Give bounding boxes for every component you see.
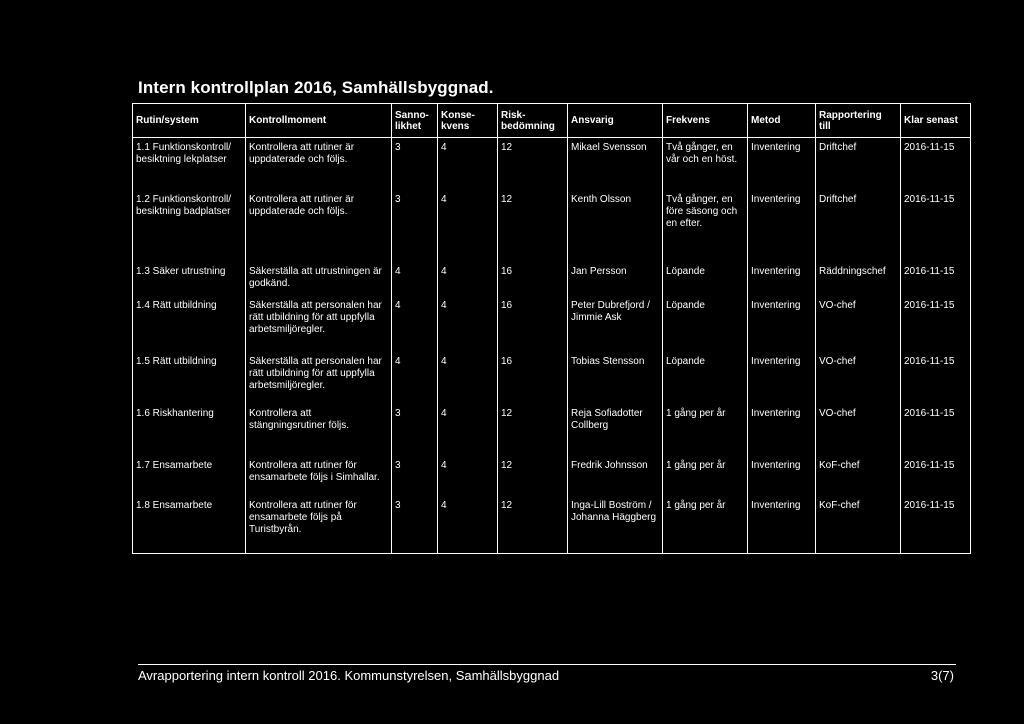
table-cell: 12 [498,496,568,554]
table-cell: 1 gång per år [663,404,748,456]
table-cell: Kontrollera att rutiner för ensamarbete följs i Simhallar. [246,456,392,496]
table-cell: 4 [438,456,498,496]
table-cell: Löpande [663,296,748,352]
table-cell: 4 [438,404,498,456]
table-cell: Inventering [748,190,816,262]
column-header: Rutin/system [133,104,246,138]
table-cell: 2016-11-15 [901,496,971,554]
table-body [133,138,971,554]
table-cell: Peter Dubrefjord / Jimmie Ask [568,296,663,352]
table-cell: Två gånger, en vår och en höst. [663,138,748,190]
table-cell: 2016-11-15 [901,456,971,496]
column-header: Frekvens [663,104,748,138]
table-cell: Inventering [748,496,816,554]
table-cell: Fredrik Johnsson [568,456,663,496]
table-cell: 2016-11-15 [901,352,971,404]
table-cell: 2016-11-15 [901,190,971,262]
table-cell: 3 [392,138,438,190]
table-cell: 2016-11-15 [901,138,971,190]
table-cell: Reja Sofiadotter Collberg [568,404,663,456]
table-cell: Löpande [663,352,748,404]
table-cell: Inventering [748,138,816,190]
table-cell: Mikael Svensson [568,138,663,190]
column-header: Konse- kvens [438,104,498,138]
table-cell: 3 [392,456,438,496]
table-cell: 4 [438,296,498,352]
table-cell: 12 [498,404,568,456]
table-cell: 1.4 Rätt utbildning [133,296,246,352]
footer-text: Avrapportering intern kontroll 2016. Kommunstyrelsen, Samhällsbyggnad [138,668,560,683]
table-cell: Två gånger, en före säsong och en efter. [663,190,748,262]
table-cell: 1.7 Ensamarbete [133,456,246,496]
table-cell: Driftchef [816,190,901,262]
table-cell: Inga-Lill Boström / Johanna Häggberg [568,496,663,554]
table-cell: Inventering [748,296,816,352]
table-cell: Säkerställa att personalen har rätt utbildning för att uppfylla arbetsmiljöregler. [246,352,392,404]
table-cell: Kontrollera att stängningsrutiner följs. [246,404,392,456]
table-row [133,456,971,496]
column-header: Sanno- likhet [392,104,438,138]
table-cell: 1.8 Ensamarbete [133,496,246,554]
table-cell: Räddningschef [816,262,901,296]
column-header: Rapportering till [816,104,901,138]
column-header: Ansvarig [568,104,663,138]
table-cell: 16 [498,262,568,296]
table-row [133,190,971,262]
column-header: Risk- bedömning [498,104,568,138]
column-header: Kontrollmoment [246,104,392,138]
table-cell: 4 [438,138,498,190]
table-cell: Säkerställa att utrustningen är godkänd. [246,262,392,296]
table-row [133,138,971,190]
table-cell: VO-chef [816,404,901,456]
page-title: Intern kontrollplan 2016, Samhällsbyggnad. [138,78,494,97]
table-cell: Säkerställa att personalen har rätt utbildning för att uppfylla arbetsmiljöregler. [246,296,392,352]
table-cell: Kenth Olsson [568,190,663,262]
table-cell: VO-chef [816,296,901,352]
table-cell: Kontrollera att rutiner är uppdaterade och följs. [246,138,392,190]
table-cell: 4 [392,296,438,352]
table-cell: 12 [498,190,568,262]
table-cell: Kontrollera att rutiner är uppdaterade och följs. [246,190,392,262]
table-cell: 2016-11-15 [901,262,971,296]
table-row [133,404,971,456]
table-cell: KoF-chef [816,456,901,496]
table-cell: Inventering [748,456,816,496]
table-cell: Inventering [748,352,816,404]
table-cell: 4 [438,190,498,262]
table-cell: 1 gång per år [663,456,748,496]
table-row [133,296,971,352]
column-header: Metod [748,104,816,138]
table-cell: 4 [392,352,438,404]
table-cell: 16 [498,352,568,404]
table-cell: 4 [438,262,498,296]
table-cell: 1.2 Funktionskontroll/ besiktning badplatser [133,190,246,262]
table-cell: 3 [392,496,438,554]
table-cell: 1.5 Rätt utbildning [133,352,246,404]
table-header-row [133,104,971,138]
control-plan-table [132,103,971,554]
table-cell: 2016-11-15 [901,404,971,456]
table-row [133,262,971,296]
column-header: Klar senast [901,104,971,138]
page-number: 3(7) [930,668,954,683]
table-cell: Inventering [748,404,816,456]
table-cell: 3 [392,404,438,456]
table-cell: 1.6 Riskhantering [133,404,246,456]
table-row [133,352,971,404]
table-cell: Inventering [748,262,816,296]
table-cell: 16 [498,296,568,352]
table-cell: 12 [498,456,568,496]
table-cell: 2016-11-15 [901,296,971,352]
table-cell: Driftchef [816,138,901,190]
table-cell: Löpande [663,262,748,296]
table-cell: Tobias Stensson [568,352,663,404]
table-cell: VO-chef [816,352,901,404]
table-cell: 4 [438,496,498,554]
table-cell: 3 [392,190,438,262]
table-cell: 1 gång per år [663,496,748,554]
table-cell: 4 [438,352,498,404]
table-cell: Kontrollera att rutiner för ensamarbete följs på Turistbyrån. [246,496,392,554]
table-cell: 1.3 Säker utrustning [133,262,246,296]
table-row [133,496,971,554]
table-cell: Jan Persson [568,262,663,296]
table-cell: KoF-chef [816,496,901,554]
table-cell: 4 [392,262,438,296]
table-cell: 12 [498,138,568,190]
footer-divider [138,664,956,665]
table-cell: 1.1 Funktionskontroll/ besiktning lekplatser [133,138,246,190]
